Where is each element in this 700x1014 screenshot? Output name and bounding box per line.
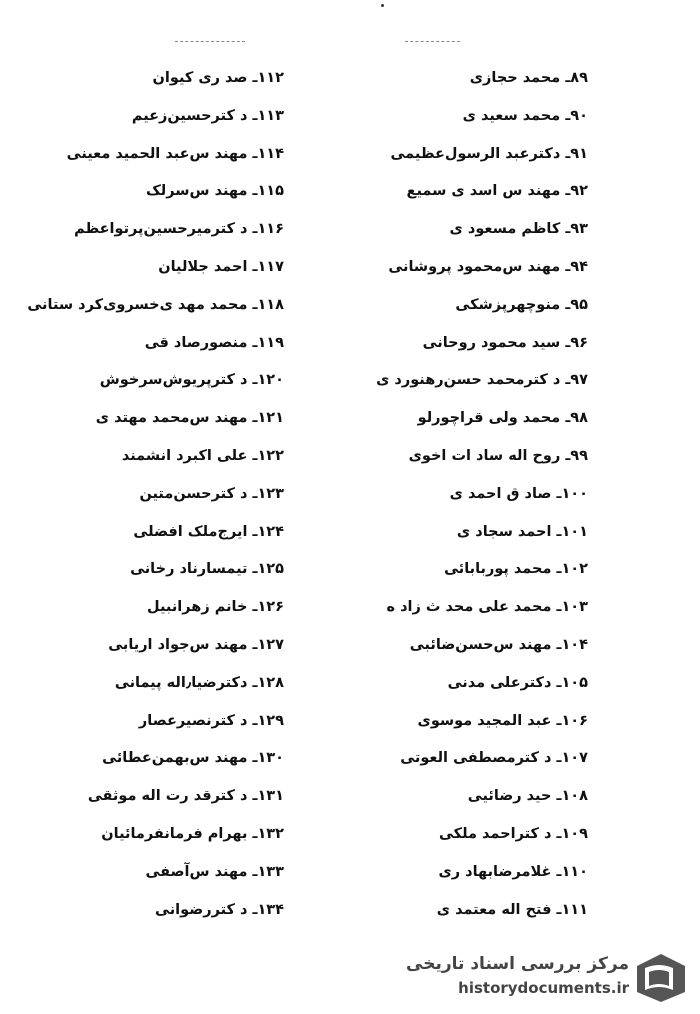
list-item: ۱۰۱ـ احمد سجاد ی [456, 523, 588, 540]
list-item: ۱۰۴ـ مهند س‌حسن‌ضائبی [409, 636, 588, 653]
list-item: ۹۴ـ مهند س‌محمود پروشانی [388, 258, 588, 275]
list-item: ۱۲۵ـ تیمسارناد رخانی [130, 561, 284, 578]
list-item: ۱۱۵ـ مهند س‌سرلک [145, 183, 284, 200]
list-item: ۱۱۱ـ فتح اله معتمد ی [436, 901, 588, 918]
header-divider-right [405, 41, 460, 42]
watermark-title: مرکز بررسی اسناد تاریخی [406, 954, 629, 974]
list-item: ۱۱۷ـ احمد جلالیان [158, 258, 284, 275]
list-item: ۱۰۶ـ عبد المجید موسوی [417, 712, 588, 729]
list-item: ۱۰۳ـ محمد علی محد ث زاد ه [386, 599, 588, 616]
list-item: ۱۳۲ـ بهرام فرمانفرمائیان [101, 825, 284, 842]
list-item: ۱۱۴ـ مهند س‌عبد الحمید معینی [66, 145, 284, 162]
list-item: ۱۲۸ـ دکترضیا٫اله پیمانی [114, 674, 284, 691]
names-list-left [14, 60, 284, 929]
list-item: ۱۳۱ـ د کترقد رت اله موثقی [87, 788, 284, 805]
list-item: ۱۲۴ـ ایرج‌ملک افضلی [133, 523, 284, 540]
list-item: ۱۲۶ـ خانم زهرانبیل [147, 599, 284, 616]
list-item: ۱۲۹ـ د کترنصیرعصار [138, 712, 284, 729]
list-item: ۱۱۹ـ منصورصاد قی [144, 334, 284, 351]
list-item: ۹۷ـ د کترمحمد حسن‌رهنورد ی [376, 372, 588, 389]
list-item: ۹۲ـ مهند س اسد ی سمیع [406, 183, 588, 200]
list-item: ۱۰۸ـ حید رضائیی [467, 788, 588, 805]
ink-speck [381, 4, 384, 7]
list-item: ۱۰۹ـ د کتراحمد ملکی [439, 825, 588, 842]
names-list-right [308, 60, 588, 929]
list-item: ۱۳۴ـ د کتررضوانی [155, 901, 284, 918]
list-item: ۱۱۰ـ غلامرضابهاد ری [438, 863, 588, 880]
archive-logo-icon [633, 952, 689, 1004]
list-item: ۹۵ـ منوچهرپزشکی [455, 296, 588, 313]
list-item: ۱۱۳ـ د کترحسین‌زعیم [131, 107, 284, 124]
list-item: ۱۱۶ـ د کترمیرحسین‌پرتواعظم [74, 221, 284, 238]
list-item: ۹۹ـ روح اله ساد ات اخوی [408, 447, 588, 464]
list-item: ۱۲۷ـ مهند س‌جواد اریابی [108, 636, 284, 653]
list-item: ۱۲۱ـ مهند س‌محمد مهتد ی [95, 410, 284, 427]
list-item: ۱۰۵ـ دکترعلی مدنی [447, 674, 588, 691]
list-item: ۹۱ـ دکترعبد الرسول‌عظیمی [390, 145, 588, 162]
list-item: ۹۸ـ محمد ولی قراچورلو [417, 410, 588, 427]
list-item: ۱۱۲ـ صد ری کیوان [152, 70, 284, 86]
list-item: ۱۲۳ـ د کترحسن‌متین [139, 485, 284, 502]
list-item: ۹۳ـ کاظم مسعود ی [449, 221, 588, 238]
list-item: ۱۰۲ـ محمد پوربابائی [444, 561, 588, 578]
header-divider-left [175, 41, 245, 42]
list-item: ۱۲۲ـ علی اکبرد انشمند [121, 447, 284, 464]
list-item: ۸۹ـ محمد حجازی [469, 70, 588, 86]
list-item: ۹۰ـ محمد سعید ی [462, 107, 588, 124]
list-item: ۱۱۸ـ محمد مهد ی‌خسروی‌کرد ستانی [27, 296, 284, 313]
list-item: ۱۰۷ـ د کترمصطفی العوتی [400, 750, 588, 767]
list-item: ۱۳۳ـ مهند س‌آصفی [145, 863, 284, 880]
list-item: ۱۲۰ـ د کترپریوش‌سرخوش [99, 372, 284, 389]
watermark-url: historydocuments.ir [458, 979, 629, 997]
list-item: ۹۶ـ سید محمود روحانی [422, 334, 588, 351]
list-item: ۱۰۰ـ صاد ق احمد ی [449, 485, 588, 502]
site-watermark [405, 948, 695, 1008]
list-item: ۱۳۰ـ مهند س‌بهمن‌عطائی [102, 750, 284, 767]
